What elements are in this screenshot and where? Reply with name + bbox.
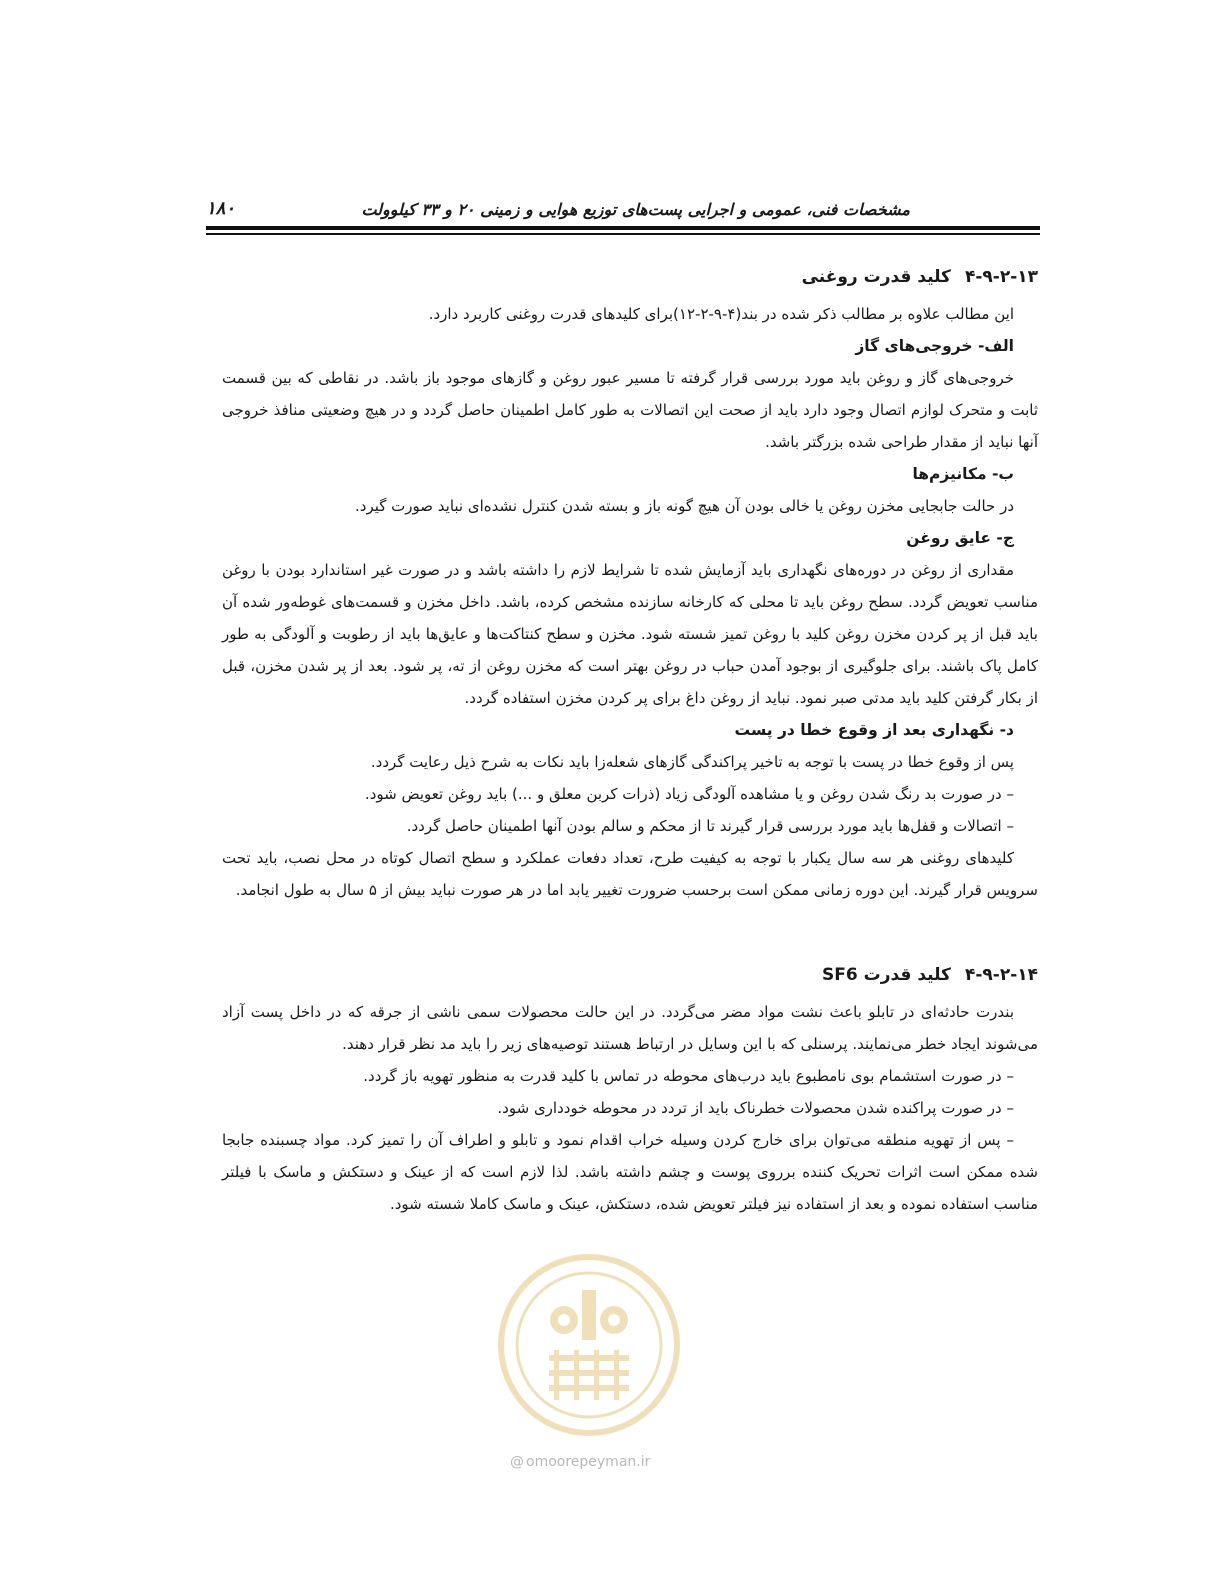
section-14-number: ۴-۹-۲-۱۴	[964, 965, 1038, 985]
footer-url	[510, 1454, 650, 1470]
subsection-d-item-2: – اتصالات و قفل‌ها باید مورد بررسی قرار گیرند تا از محکم و سالم بودن آنها اطمینان حاصل گردد.	[406, 817, 1014, 835]
section-14-title: کلید قدرت SF6	[822, 965, 951, 985]
subsection-a-title: الف- خروجی‌های گاز	[855, 337, 1014, 355]
subsection-b-title: ب- مکانیزم‌ها	[912, 465, 1014, 483]
section-14-item-3: – پس از تهویه منطقه می‌توان برای خارج کردن وسیله خراب اقدام نمود و تابلو و اطراف آن را تمیز کرد. مواد چسبنده جابجا شده ممکن است اثرات تحریک کننده برروی پوست و چشم داشته باشد. لذا لازم است که از عینک و دستکش و ماسک با فیلتر مناسب استفاده نموده و بعد از استفاده نیز فیلتر تعویض شده، دستکش، عینک و ماسک کاملا شسته شود.	[222, 1131, 1038, 1213]
section-gap	[222, 906, 1038, 954]
subsection-b-text: در حالت جابجایی مخزن روغن یا خالی بودن آن هیچ گونه باز و بسته شدن کنترل نشده‌ای نباید صورت گیرد.	[355, 497, 1014, 515]
subsection-c-title: ج- عایق روغن	[906, 529, 1014, 547]
section-13-closing: کلیدهای روغنی هر سه سال یکبار با توجه به کیفیت طرح، تعداد دفعات عملکرد و سطح اتصال کوتاه در محل نصب، باید تحت سرویس قرار گیرند. این دوره زمانی ممکن است برحسب ضرورت تغییر یابد اما در هر صورت نباید بیش از ۵ سال به طول انجامد.	[222, 849, 1038, 899]
subsection-d-item-1: – در صورت بد رنگ شدن روغن و یا مشاهده آلودگی زیاد (ذرات کربن معلق و ...) باید روغن تعویض شود.	[364, 785, 1014, 803]
header-title: مشخصات فنی، عمومی و اجرایی پست‌های توزیع هوایی و زمینی ۲۰ و ۳۳ کیلوولت	[361, 200, 910, 219]
section-13-intro: این مطالب علاوه بر مطالب ذکر شده در بند(۴-۹-۲-۱۲)برای کلیدهای قدرت روغنی کاربرد دارد.	[428, 305, 1014, 323]
section-14-item-2: – در صورت پراکنده شدن محصولات خطرناک باید از تردد در محوطه خودداری شود.	[497, 1099, 1014, 1117]
page-number: ۱۸۰	[206, 198, 236, 219]
subsection-d-title: د- نگهداری بعد از وقوع خطا در پست	[734, 721, 1014, 739]
at-sign-icon: @	[510, 1454, 524, 1470]
subsection-c-text: مقداری از روغن در دوره‌های نگهداری باید آزمایش شده تا شرایط لازم را داشته باشد و در صورت غیر استاندارد بودن با روغن مناسب تعویض گردد. سطح روغن باید تا محلی که کارخانه سازنده مشخص کرده، باشد. داخل مخزن و قسمت‌های غوطه‌ور شده آن باید قبل از پر کردن مخزن روغن کلید با روغن تمیز شسته شود. مخزن و سطح کنتاکت‌ها و عایق‌ها باید از رطوبت و آلودگی به طور کامل پاک باشند. برای جلوگیری از بوجود آمدن حباب در روغن بهتر است که مخزن روغن از ته، پر شود. بعد از پر شدن مخزن، قبل از بکار گرفتن کلید باید مدتی صبر نمود. نباید از روغن داغ برای پر کردن مخزن استفاده گردد.	[222, 561, 1038, 707]
section-13-title: کلید قدرت روغنی	[801, 267, 951, 287]
section-14-heading	[222, 954, 1038, 996]
logo-seal-icon	[494, 1250, 684, 1440]
section-13-number: ۴-۹-۲-۱۳	[964, 267, 1038, 287]
footer-url-text: omoorepeyman.ir	[526, 1454, 651, 1470]
subsection-d-text: پس از وقوع خطا در پست با توجه به تاخیر پراکندگی گازهای شعله‌زا باید نکات به شرح ذیل رعایت گردد.	[370, 753, 1014, 771]
section-14-intro: بندرت حادثه‌ای در تابلو باعث نشت مواد مضر می‌گردد. در این حالت محصولات سمی ناشی از جرقه که در داخل پست آزاد می‌شوند ایجاد خطر می‌نمایند. پرسنلی که با این وسایل در ارتباط هستند توصیه‌های زیر را باید مد نظر قرار دهند.	[222, 1003, 1038, 1053]
subsection-a-text: خروجی‌های گاز و روغن باید مورد بررسی قرار گرفته تا مسیر عبور روغن و گازهای موجود باز باشد. در نقاطی که بین قسمت ثابت و متحرک لوازم اتصال وجود دارد باید از صحت این اتصالات به طور کامل اطمینان حاصل گردد و در هیچ وضعیتی منافذ خروجی آنها نباید از مقدار طراحی شده بزرگتر باشد.	[222, 369, 1038, 451]
header-rule-thick	[206, 226, 1040, 230]
main-content	[222, 256, 1038, 1220]
header-rule-thin	[206, 233, 1040, 235]
section-13-heading	[222, 256, 1038, 298]
section-14-item-1: – در صورت استشمام بوی نامطبوع باید درب‌های محوطه در تماس با کلید قدرت به منظور تهویه باز گردد.	[363, 1067, 1014, 1085]
